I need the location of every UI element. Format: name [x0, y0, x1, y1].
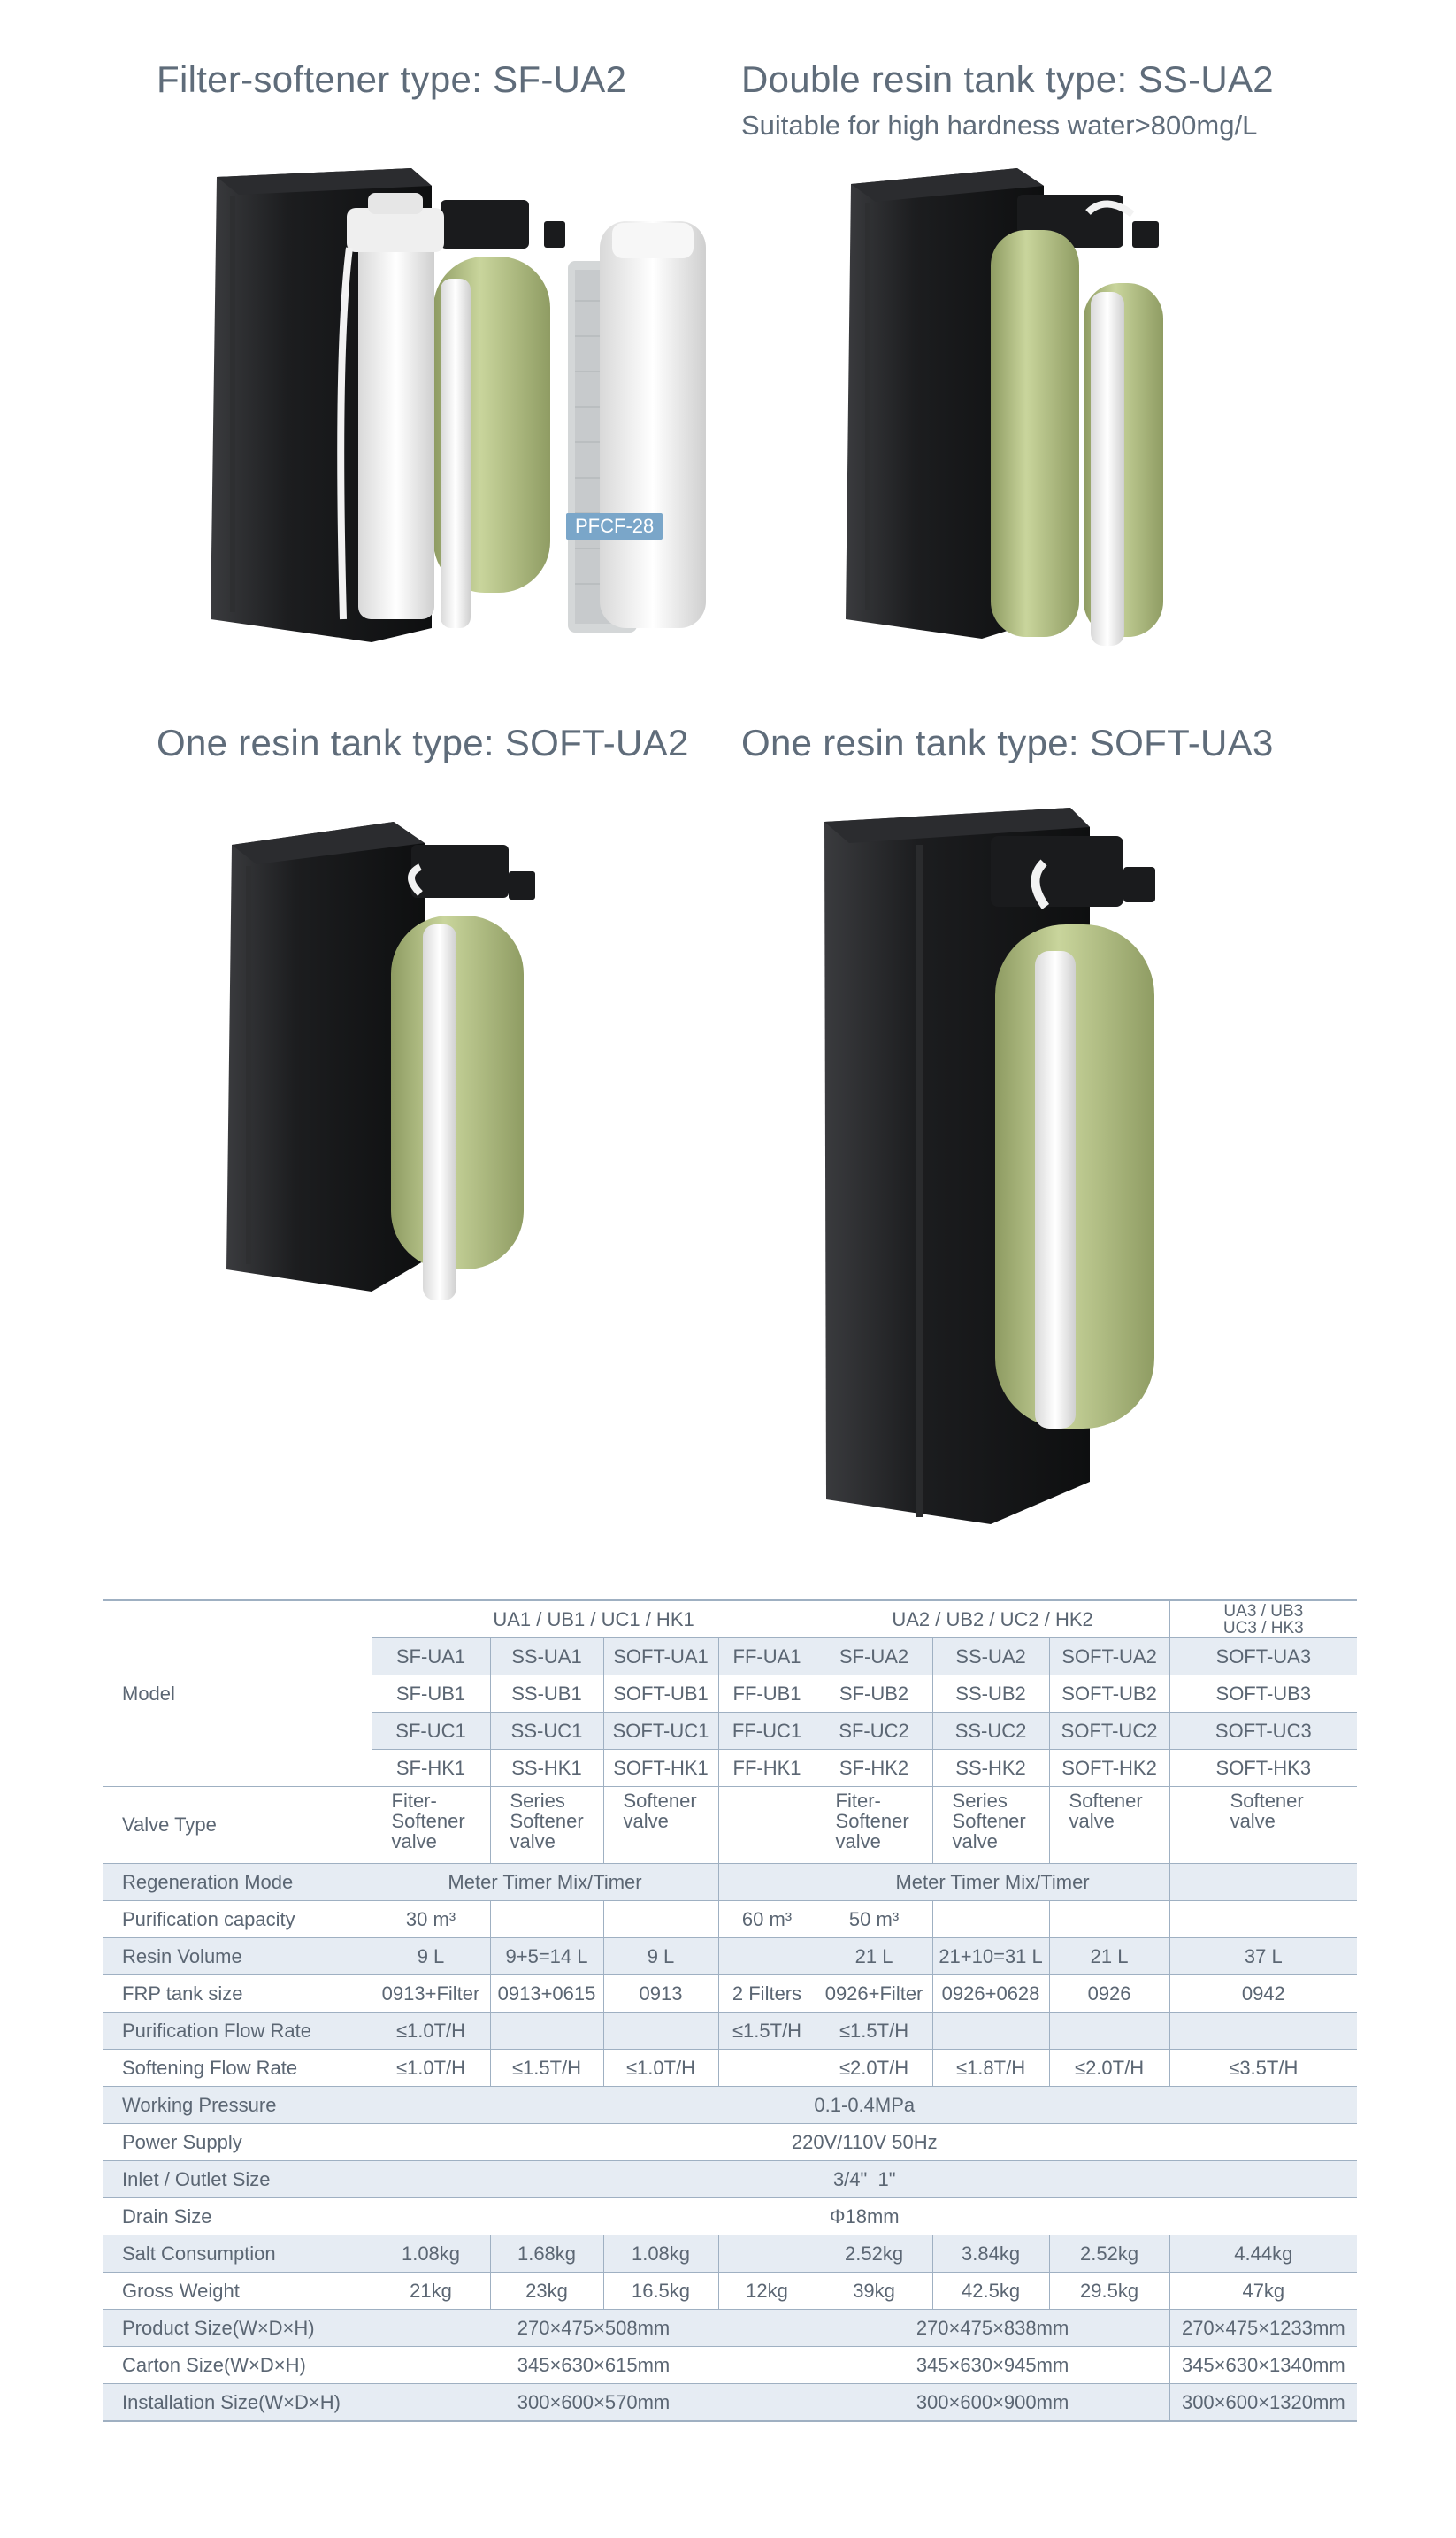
cell	[490, 1901, 603, 1938]
cell: FF-UC1	[718, 1713, 816, 1750]
cell	[603, 2013, 718, 2050]
cell: 270×475×508mm	[372, 2310, 816, 2347]
product-image-soft-ua2	[221, 809, 557, 1305]
cell: SF-UA2	[816, 1638, 932, 1675]
cell: Meter Timer Mix/Timer	[816, 1864, 1169, 1901]
cell: 300×600×570mm	[372, 2384, 816, 2422]
cell: ≤3.5T/H	[1169, 2050, 1357, 2087]
table-row-purification-flow	[103, 2013, 1357, 2050]
table-row-carton-size	[103, 2347, 1357, 2384]
cell	[603, 1901, 718, 1938]
product-image-soft-ua3	[814, 801, 1185, 1535]
cell	[718, 2050, 816, 2087]
cell: 42.5kg	[932, 2273, 1049, 2310]
table-row-gross-weight	[103, 2273, 1357, 2310]
table-row-salt-consumption	[103, 2235, 1357, 2273]
cell: Fiter- Softener valve	[372, 1787, 490, 1864]
table-row-purification-capacity	[103, 1901, 1357, 1938]
cell: 47kg	[1169, 2273, 1357, 2310]
cell: 220V/110V 50Hz	[372, 2124, 1357, 2161]
cell: SOFT-UC3	[1169, 1713, 1357, 1750]
cell: ≤1.0T/H	[603, 2050, 718, 2087]
cell: SS-UA2	[932, 1638, 1049, 1675]
cell: Φ18mm	[372, 2198, 1357, 2235]
cell: SOFT-UC2	[1049, 1713, 1169, 1750]
cell: SOFT-UA3	[1169, 1638, 1357, 1675]
cell: 9 L	[603, 1938, 718, 1975]
table-row-working-pressure	[103, 2087, 1357, 2124]
cell: SS-HK2	[932, 1750, 1049, 1787]
table-row-resin-volume	[103, 1938, 1357, 1975]
cell: 2 Filters	[718, 1975, 816, 2013]
cell: Meter Timer Mix/Timer	[372, 1864, 718, 1901]
cell: 345×630×945mm	[816, 2347, 1169, 2384]
cell: SOFT-UB3	[1169, 1675, 1357, 1713]
cell: 21+10=31 L	[932, 1938, 1049, 1975]
cell: SF-UA1	[372, 1638, 490, 1675]
cell: 37 L	[1169, 1938, 1357, 1975]
cell: 29.5kg	[1049, 2273, 1169, 2310]
product-image-ss-ua2	[840, 159, 1230, 663]
cell: 1.68kg	[490, 2235, 603, 2273]
drain-size-label: Drain Size	[103, 2198, 372, 2235]
cell: 300×600×1320mm	[1169, 2384, 1357, 2422]
table-row-power-supply	[103, 2124, 1357, 2161]
cell: 21kg	[372, 2273, 490, 2310]
table-row-installation-size	[103, 2384, 1357, 2422]
cell: SS-UA1	[490, 1638, 603, 1675]
heading-soft-ua2: One resin tank type: SOFT-UA2	[157, 722, 689, 763]
cell	[1049, 2013, 1169, 2050]
purification-flow-label: Purification Flow Rate	[103, 2013, 372, 2050]
model-label: Model	[103, 1600, 372, 1787]
product-image-sf-ua2	[195, 159, 725, 655]
cell: SF-UC2	[816, 1713, 932, 1750]
cell: 3/4" 1"	[372, 2161, 1357, 2198]
cell: Softener valve	[1049, 1787, 1169, 1864]
cell: SS-UB2	[932, 1675, 1049, 1713]
group-1-header: UA1 / UB1 / UC1 / HK1	[372, 1600, 816, 1638]
carton-size-label: Carton Size(W×D×H)	[103, 2347, 372, 2384]
cell: 1.08kg	[603, 2235, 718, 2273]
power-supply-label: Power Supply	[103, 2124, 372, 2161]
cell: 0913+0615	[490, 1975, 603, 2013]
cell: ≤1.5T/H	[816, 2013, 932, 2050]
heading-ss-ua2: Double resin tank type: SS-UA2	[741, 58, 1274, 100]
table-row-valve-type	[103, 1787, 1357, 1864]
cell	[1169, 2013, 1357, 2050]
cell: 50 m³	[816, 1901, 932, 1938]
cell: SOFT-HK3	[1169, 1750, 1357, 1787]
group-3-line-2: UC3 / HK3	[1222, 1618, 1304, 1637]
cell: SOFT-UA2	[1049, 1638, 1169, 1675]
cell: Series Softener valve	[490, 1787, 603, 1864]
cell: 300×600×900mm	[816, 2384, 1169, 2422]
cell: ≤2.0T/H	[1049, 2050, 1169, 2087]
cell: FF-HK1	[718, 1750, 816, 1787]
pfcf-28-tag: PFCF-28	[566, 513, 663, 540]
cell: SF-UC1	[372, 1713, 490, 1750]
cell: 23kg	[490, 2273, 603, 2310]
cell: 39kg	[816, 2273, 932, 2310]
specification-table	[103, 1599, 1357, 2422]
cell: SS-UC2	[932, 1713, 1049, 1750]
table-row-product-size	[103, 2310, 1357, 2347]
cell: SOFT-UC1	[603, 1713, 718, 1750]
cell: 270×475×1233mm	[1169, 2310, 1357, 2347]
cell: 0926+0628	[932, 1975, 1049, 2013]
cell: SF-HK2	[816, 1750, 932, 1787]
cell: Softener valve	[603, 1787, 718, 1864]
cell	[1169, 1901, 1357, 1938]
cell: 0926+Filter	[816, 1975, 932, 2013]
cell: ≤1.5T/H	[718, 2013, 816, 2050]
cell	[718, 1938, 816, 1975]
cell: Series Softener valve	[932, 1787, 1049, 1864]
regeneration-label: Regeneration Mode	[103, 1864, 372, 1901]
cell: SS-HK1	[490, 1750, 603, 1787]
cell: 4.44kg	[1169, 2235, 1357, 2273]
cell: 270×475×838mm	[816, 2310, 1169, 2347]
cell: SOFT-UB2	[1049, 1675, 1169, 1713]
cell: 0942	[1169, 1975, 1357, 2013]
cell: SS-UB1	[490, 1675, 603, 1713]
table-row-softening-flow	[103, 2050, 1357, 2087]
cell: 3.84kg	[932, 2235, 1049, 2273]
cell	[932, 2013, 1049, 2050]
cell: 0.1-0.4MPa	[372, 2087, 1357, 2124]
subheading-ss-ua2: Suitable for high hardness water>800mg/L	[741, 110, 1258, 141]
cell	[1049, 1901, 1169, 1938]
cell: ≤1.8T/H	[932, 2050, 1049, 2087]
purification-capacity-label: Purification capacity	[103, 1901, 372, 1938]
cell: 21 L	[1049, 1938, 1169, 1975]
cell: SOFT-UA1	[603, 1638, 718, 1675]
salt-consumption-label: Salt Consumption	[103, 2235, 372, 2273]
table-row-frp-tank-size	[103, 1975, 1357, 2013]
group-3-header	[1169, 1600, 1357, 1638]
cell: 9 L	[372, 1938, 490, 1975]
cell: ≤1.0T/H	[372, 2050, 490, 2087]
gross-weight-label: Gross Weight	[103, 2273, 372, 2310]
cell	[490, 2013, 603, 2050]
heading-soft-ua3: One resin tank type: SOFT-UA3	[741, 722, 1274, 763]
cell: FF-UB1	[718, 1675, 816, 1713]
table-row-groups	[103, 1600, 1357, 1638]
table-row-inlet-outlet	[103, 2161, 1357, 2198]
table-row-drain-size	[103, 2198, 1357, 2235]
cell: SOFT-HK1	[603, 1750, 718, 1787]
cell: 345×630×1340mm	[1169, 2347, 1357, 2384]
cell: 2.52kg	[1049, 2235, 1169, 2273]
valve-type-label: Valve Type	[103, 1787, 372, 1864]
cell: 21 L	[816, 1938, 932, 1975]
cell: 2.52kg	[816, 2235, 932, 2273]
cell: 0913	[603, 1975, 718, 2013]
cell	[718, 1787, 816, 1864]
cell: SS-UC1	[490, 1713, 603, 1750]
cell: ≤1.0T/H	[372, 2013, 490, 2050]
frp-label: FRP tank size	[103, 1975, 372, 2013]
product-size-label: Product Size(W×D×H)	[103, 2310, 372, 2347]
group-3-line-1: UA3 / UB3	[1223, 1601, 1304, 1621]
cell	[718, 2235, 816, 2273]
cell: 9+5=14 L	[490, 1938, 603, 1975]
softening-flow-label: Softening Flow Rate	[103, 2050, 372, 2087]
installation-size-label: Installation Size(W×D×H)	[103, 2384, 372, 2422]
cell: SF-UB2	[816, 1675, 932, 1713]
cell: 12kg	[718, 2273, 816, 2310]
cell: Fiter- Softener valve	[816, 1787, 932, 1864]
inlet-outlet-label: Inlet / Outlet Size	[103, 2161, 372, 2198]
cell: ≤1.5T/H	[490, 2050, 603, 2087]
cell: Softener valve	[1169, 1787, 1357, 1864]
heading-sf-ua2: Filter-softener type: SF-UA2	[157, 58, 627, 100]
cell: 16.5kg	[603, 2273, 718, 2310]
cell: SF-HK1	[372, 1750, 490, 1787]
cell: 0926	[1049, 1975, 1169, 2013]
group-2-header: UA2 / UB2 / UC2 / HK2	[816, 1600, 1169, 1638]
resin-volume-label: Resin Volume	[103, 1938, 372, 1975]
cell: SF-UB1	[372, 1675, 490, 1713]
cell: 30 m³	[372, 1901, 490, 1938]
cell: 345×630×615mm	[372, 2347, 816, 2384]
cell: ≤2.0T/H	[816, 2050, 932, 2087]
cell: 60 m³	[718, 1901, 816, 1938]
cell: 0913+Filter	[372, 1975, 490, 2013]
cell: FF-UA1	[718, 1638, 816, 1675]
cell	[932, 1901, 1049, 1938]
cell: 1.08kg	[372, 2235, 490, 2273]
cell: SOFT-HK2	[1049, 1750, 1169, 1787]
working-pressure-label: Working Pressure	[103, 2087, 372, 2124]
cell: SOFT-UB1	[603, 1675, 718, 1713]
table-row-regeneration	[103, 1864, 1357, 1901]
